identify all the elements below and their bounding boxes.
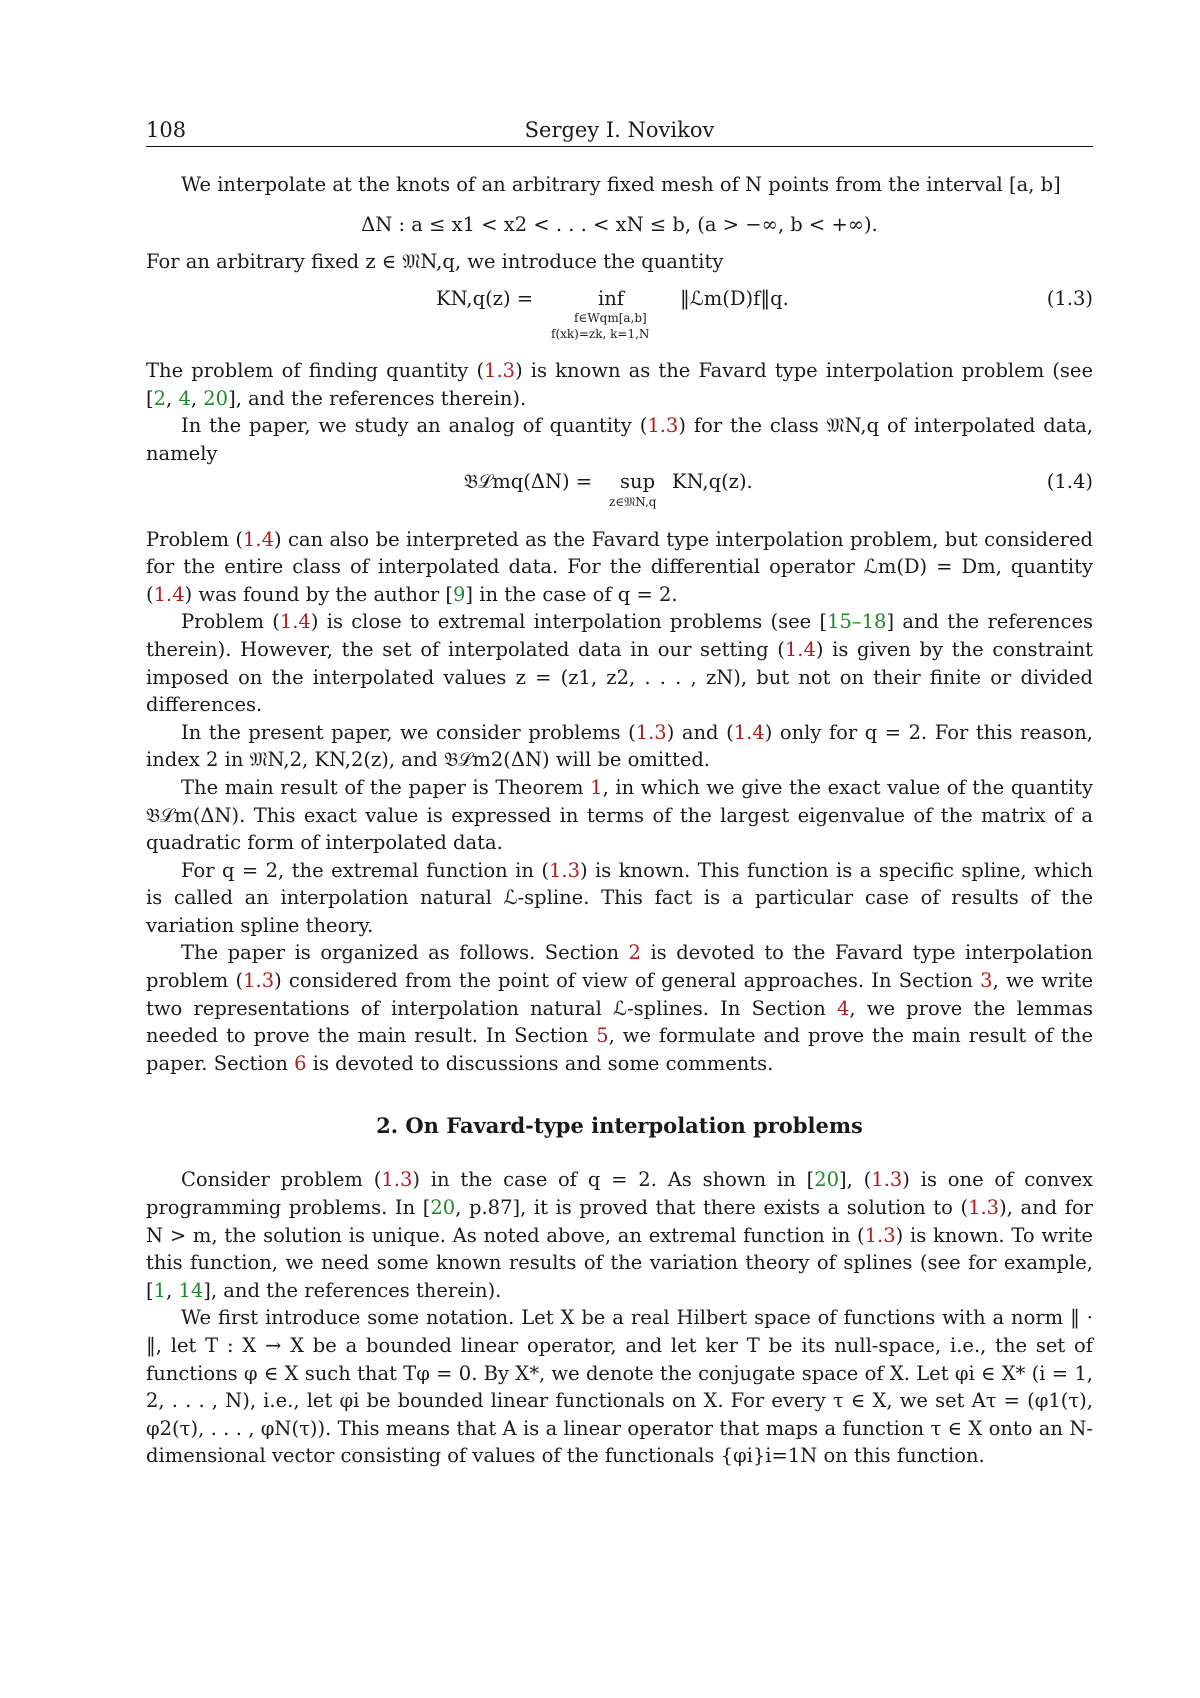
paragraph: Consider problem (1.3) in the case of q = 2. As shown in [20], (1.3) is one of convex programming problems. In [20, p.87], it is proved that there exists a solution to (1.3), and for N > m, the solution is unique. As noted above, an extremal function in (1.3) is known. To write this function, we need some known results of the variation theory of splines (see for example, [1, 14], and the references therein). <box>146 1166 1093 1304</box>
equation-ref[interactable]: 1.3 <box>549 859 580 882</box>
eq14-lhs: 𝔅ℒmq(ΔN) = <box>464 470 592 493</box>
equation-number: (1.3) <box>1047 287 1093 310</box>
citation-link[interactable]: 20 <box>203 387 228 410</box>
equation-ref[interactable]: 1.4 <box>734 721 765 744</box>
citation-link[interactable]: 2 <box>154 387 166 410</box>
equation-ref[interactable]: 1.3 <box>865 1224 896 1247</box>
page-header <box>146 118 1093 147</box>
equation-ref[interactable]: 1.4 <box>154 583 185 606</box>
equation-1-3 <box>146 283 1093 343</box>
eq14-rhs: KN,q(z). <box>672 470 753 493</box>
paragraph: The problem of finding quantity (1.3) is known as the Favard type interpolation problem (see [2, 4, 20], and the references therein). <box>146 357 1093 412</box>
section-ref[interactable]: 2 <box>629 941 641 964</box>
theorem-ref[interactable]: 1 <box>590 776 602 799</box>
equation-ref[interactable]: 1.3 <box>636 721 667 744</box>
paragraph: Problem (1.4) can also be interpreted as the Favard type interpolation problem, but considered for the entire class of interpolated data. For the differential operator ℒm(D) = Dm, quantity (1.4) was found by the author [9] in the case of q = 2. <box>146 526 1093 609</box>
citation-link[interactable]: 15–18 <box>827 610 886 633</box>
paragraph: We first introduce some notation. Let X be a real Hilbert space of functions with a norm ‖ · ‖, let T : X → X be a bounded linear operator, and let ker T be its null-space, i.e., the set of functions φ ∈ X such that Tφ = 0. By X*, we denote the conjugate space of X. Let φi ∈ X* (i = 1, 2, . . . , N), i.e., let φi be bounded linear functionals on X. For every τ ∈ X, we set Aτ = (φ1(τ), φ2(τ), . . . , φN(τ)). This means that A is a linear operator that maps a function τ ∈ X onto an N-dimensional vector consisting of values of the functionals {φi}i=1N on this function. <box>146 1304 1093 1470</box>
paragraph: The paper is organized as follows. Section 2 is devoted to the Favard type interpolation problem (1.3) considered from the point of view of general approaches. In Section 3, we write two representations of interpolation natural ℒ-splines. In Section 4, we prove the lemmas needed to prove the main result. In Section 5, we formulate and prove the main result of the paper. Section 6 is devoted to discussions and some comments. <box>146 939 1093 1077</box>
equation-ref[interactable]: 1.3 <box>243 969 274 992</box>
section-ref[interactable]: 6 <box>294 1052 306 1075</box>
citation-link[interactable]: 20 <box>430 1196 455 1219</box>
page <box>146 118 1093 1470</box>
citation-link[interactable]: 14 <box>178 1279 203 1302</box>
paragraph: For an arbitrary fixed z ∈ 𝔐N,q, we introduce the quantity <box>146 248 1093 276</box>
paragraph: Problem (1.4) is close to extremal interpolation problems (see [15–18] and the references therein). However, the set of interpolated data in our setting (1.4) is given by the constraint imposed on the interpolated values z = (z1, z2, . . . , zN), but not on their finite or divided differences. <box>146 608 1093 718</box>
section-title: 2. On Favard-type interpolation problems <box>146 1113 1093 1138</box>
eq14-cond: z∈𝔐N,q <box>609 495 656 510</box>
equation-ref[interactable]: 1.3 <box>871 1168 902 1191</box>
equation-ref[interactable]: 1.3 <box>484 359 515 382</box>
page-number: 108 <box>146 118 186 142</box>
citation-link[interactable]: 9 <box>453 583 465 606</box>
equation-1-4 <box>146 470 1093 514</box>
equation-ref[interactable]: 1.4 <box>280 610 311 633</box>
paragraph: In the paper, we study an analog of quantity (1.3) for the class 𝔐N,q of interpolated data, namely <box>146 412 1093 467</box>
eq13-cond2: f(xk)=zk, k=1,N <box>551 327 649 341</box>
paragraph: The main result of the paper is Theorem 1, in which we give the exact value of the quantity 𝔅ℒm(ΔN). This exact value is expressed in terms of the largest eigenvalue of the matrix of a quadratic form of interpolated data. <box>146 774 1093 857</box>
equation-number: (1.4) <box>1047 470 1093 493</box>
citation-link[interactable]: 4 <box>178 387 190 410</box>
equation-ref[interactable]: 1.4 <box>785 638 816 661</box>
paragraph: In the present paper, we consider problems (1.3) and (1.4) only for q = 2. For this reason, index 2 in 𝔐N,2, KN,2(z), and 𝔅ℒm2(ΔN) will be omitted. <box>146 719 1093 774</box>
section-ref[interactable]: 5 <box>596 1024 608 1047</box>
section-ref[interactable]: 4 <box>837 997 849 1020</box>
eq13-rhs: ‖ℒm(D)f‖q. <box>680 287 789 310</box>
citation-link[interactable]: 1 <box>154 1279 166 1302</box>
equation-ref[interactable]: 1.4 <box>243 528 274 551</box>
paragraph: For q = 2, the extremal function in (1.3) is known. This function is a specific spline, which is called an interpolation natural ℒ-spline. This fact is a particular case of results of the variation spline theory. <box>146 857 1093 940</box>
citation-link[interactable]: 20 <box>814 1168 839 1191</box>
eq13-cond1: f∈Wqm[a,b] <box>574 311 647 325</box>
running-head-author: Sergey I. Novikov <box>146 118 1093 142</box>
equation-mesh: ΔN : a ≤ x1 < x2 < . . . < xN ≤ b, (a > −∞, b < +∞). <box>146 213 1093 236</box>
equation-ref[interactable]: 1.3 <box>381 1168 412 1191</box>
eq13-lhs: KN,q(z) = <box>436 287 533 310</box>
section-ref[interactable]: 3 <box>980 969 992 992</box>
eq14-op: sup <box>620 470 655 493</box>
equation-ref[interactable]: 1.3 <box>647 414 678 437</box>
eq13-op: inf <box>598 287 624 310</box>
equation-ref[interactable]: 1.3 <box>968 1196 999 1219</box>
paragraph: We interpolate at the knots of an arbitrary fixed mesh of N points from the interval [a, b] <box>146 171 1093 199</box>
